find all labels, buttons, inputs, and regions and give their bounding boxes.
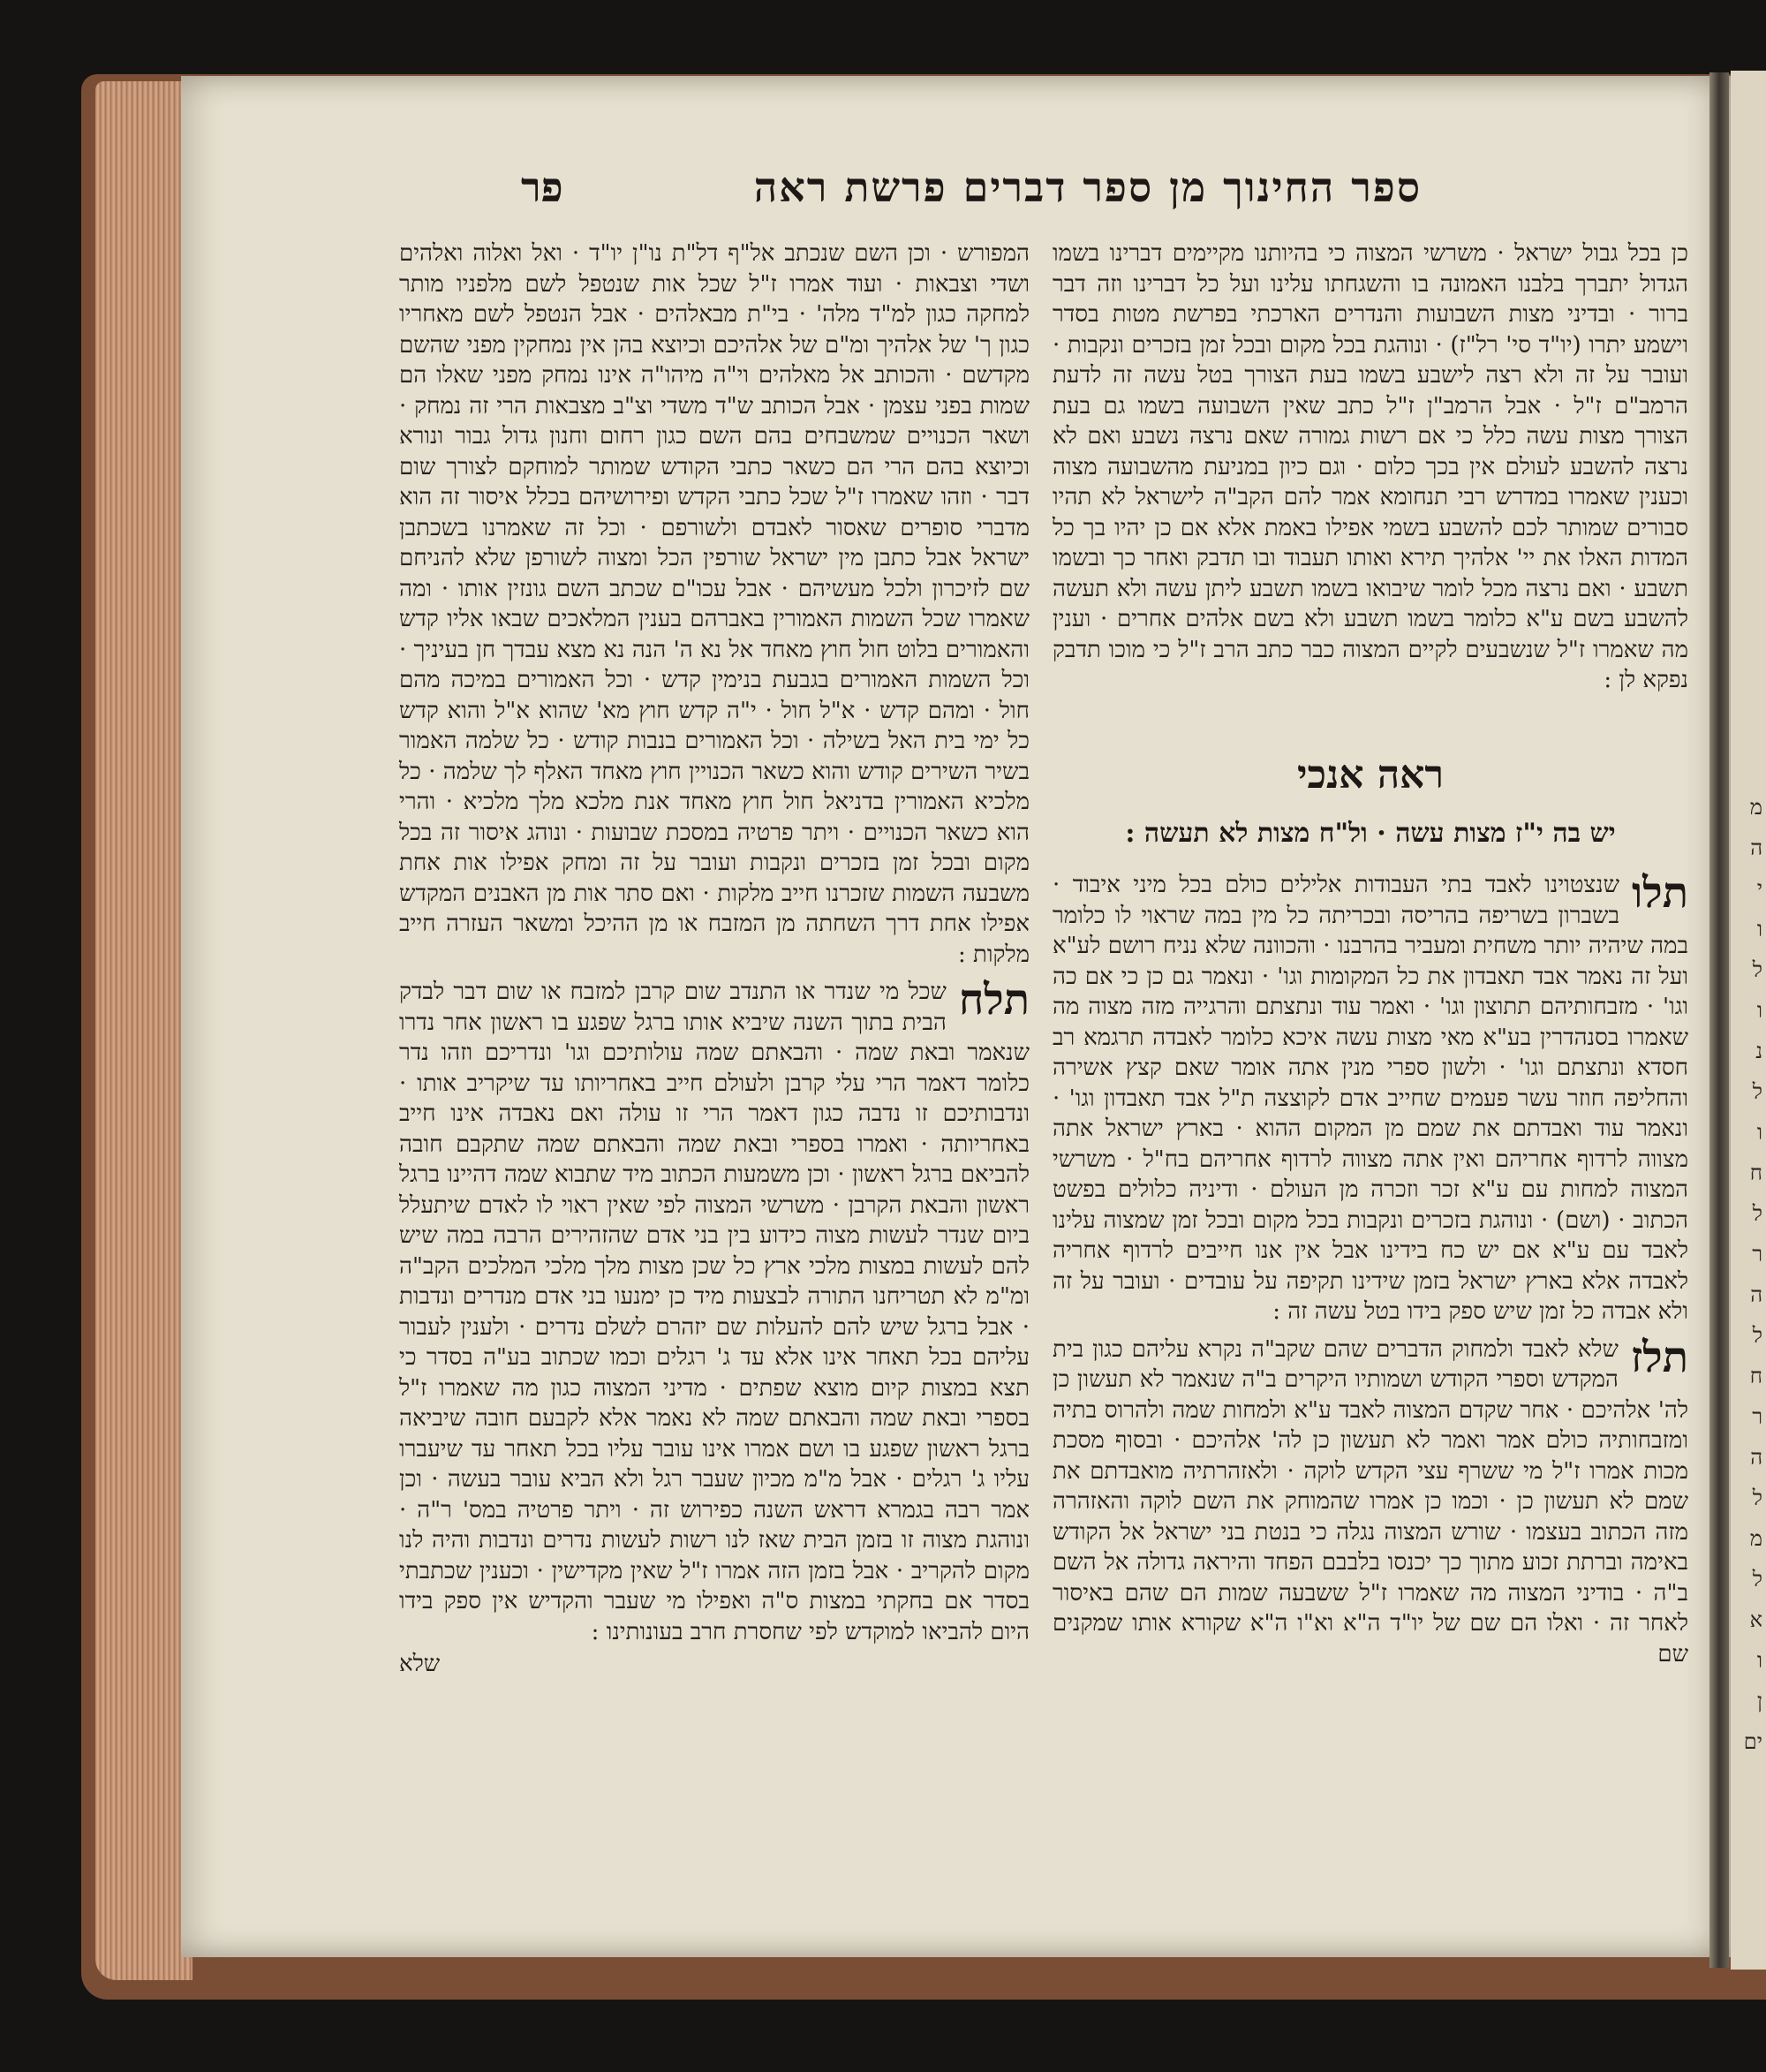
continuation-paragraph: המפורש · וכן השם שנכתב אל"ף דל"ת נו"ן יו"ד · ואל ואלוה ואלהים ושדי וצבאות · ועוד אמרו ז"ל שכל אות שנטפל לשם מלפניו מותר למחקה כגון למ"ד מלה' · בי"ת מבאלהים · אבל הנטפל לשם מאחריו כגון ך' של אלהיך ומ"ם של אלהיכם וכיוצא בהן אין נמחקין מפני שהשם מקדשם · והכותב אל מאלהים וי"ה מיהו"ה אינו נמחק מפני שאלו הם שמות בפני עצמן · אבל הכותב ש"ד משדי וצ"ב מצבאות הרי זה נמחק · ושאר הכנויים שמשבחים בהם השם כגון רחום וחנון גדול גבור ונורא וכיוצא בהם הרי הם כשאר כתבי הקודש שמותר למוחקם לצורך שום דבר · וזהו שאמרו ז"ל שכל כתבי הקדש ופירושיהם בכלל איסור זה הוא מדברי סופרים שאסור לאבדם ולשורפם · וכל זה שאמרנו בשכתבן ישראל אבל כתבן מין ישראל שורפין הכל ומצוה לשורפן שלא להניחם שם לזיכרון ולכל מעשיהם · אבל עכו"ם שכתב השם גונזין אותו · ומה שאמרו שכל השמות האמורין באברהם בענין המלאכים שבאו אליו קדש והאמורים בלוט חול חוץ מאחד אל נא ה' הנה נא מצא עבדך חן בעיניך · וכל השמות האמורים בגבעת בנימין קדש · וכל האמורים במיכה מהם חול · ומהם קדש · א"ל חול · י"ה קדש חוץ מא' שהוא א"ל והוא קדש כל ימי בית האל בשילה · וכל האמורים בנבות קודש · כל שלמה האמור בשיר השירים קודש והוא כשאר הכנויין חוץ מאחד האלף לך שלמה · כל מלכיא האמורין בדניאל חול חוץ מאחד אנת מלכא מלך מלכיא · והרי הוא כשאר הכנויים · ויתר פרטיה במסכת שבועות · ונוהג איסור זה בכל מקום ובכל זמן בזכרים ונקבות ועובר על זה ומחק אפילו אות אחת משבעה השמות שזכרנו חייב מלקות · ואם סתר אות מן האבנים המקדש אפילו אחת דרך השחתה מן המזבח או מן ההיכל ומשאר העזרה חייב מלקות : (399, 240, 1030, 968)
adjacent-page-fragment: ר (1752, 1404, 1762, 1429)
adjacent-page-fragment: י (1756, 876, 1762, 901)
page-edges (95, 81, 192, 1980)
adjacent-page-fragment: מ (1749, 1526, 1762, 1551)
adjacent-page-fragment: ו (1756, 1120, 1762, 1145)
adjacent-page-fragment: ו (1756, 998, 1762, 1023)
adjacent-page-fragment: ח (1749, 1161, 1762, 1185)
adjacent-page-fragment: א (1749, 1607, 1762, 1632)
adjacent-page-fragment: ל (1752, 1079, 1762, 1104)
section-summary: יש בה י"ז מצות עשה · ול"ח מצות לא תעשה : (1125, 818, 1616, 849)
mitzvah-text: שלא לאבד ולמחוק הדברים שהם שקב"ה נקרא עליהם כגון בית המקדש וספרי הקודש ושמותיו היקרים ב"ה שנאמר לא תעשון כן לה' אלהיכם · אחר שקדם המצוה לאבד ע"א ולמחות שמה ולהרוס בתיה ומזבחותיה כולם אמר ואמר לא תעשון כן לה' אלהיכם · ובסוף מסכת מכות אמרו ז"ל מי ששרף עצי הקדש לוקה · ולאזהרתיה מואבדתם את שמם לא תעשון כן · וכמו כן אמרו שהמוחק את השם לוקה והאזהרה מזה הכתוב בעצמו · שורש המצוה נגלה כי בנטת בני ישראל אל הקודש באימה וברתת זכוע מתוך כך יכנסו בלבבם הפחד והיראה גדולה אל השם ב"ה · בודיני המצוה מה שאמרו ז"ל ששבעה שמות הם שהם באיסור לאחר זה · ואלו הם שם של יו"ד ה"א וא"ו ה"א שקורא אותו שמקנים שם (1053, 1335, 1688, 1667)
adjacent-page-fragment: ר (1752, 1242, 1762, 1267)
adjacent-page-fragment: ל (1752, 1486, 1762, 1510)
mitzvah-number: תלח (958, 975, 1030, 1025)
adjacent-page-fragment: ן (1756, 1689, 1762, 1713)
mitzvah-number: תלז (1630, 1332, 1688, 1382)
adjacent-page-fragment: ו (1756, 1648, 1762, 1673)
page-header (389, 163, 1422, 216)
adjacent-page-fragment: ל (1752, 1323, 1762, 1348)
adjacent-page-fragment: ל (1752, 957, 1762, 982)
adjacent-page-fragment: נ (1755, 1039, 1762, 1063)
mitzvah-text: שנצטוינו לאבד בתי העבודות אלילים כולם בכל מיני איבוד · בשברון בשריפה בהריסה ובכריתה כל מין במה שראוי לו כלומר במה שיהיה יותר משחית ומעביר בהרבנו · והכוונה שלא נניח רושם לע"א ועל זה נאמר אבד תאבדון את כל המקומות וגו' · ונאמר גם כן כי אם כה וגו' · מזבחותיהם תתוצון וגו' · ואמר עוד ונתצתם והרגייה מזה מצוה מה שאמרו בסנהדרין בע"א מאי מצות עשה איכא כלומר לאבדה תרגמא רב חסדא ונתצתם וגו' · ולשון ספרי מנין אתה אומר שאם קצץ אשירה והחליפה חוזר עשר פעמים שחייב אדם לקוצצה ת"ל אבד תאבדון וגו' · ונאמר עוד ואבדתם את שמם מן המקום ההוא · בארץ ישראל אתה מצווה לרדוף אחריהם ואין אתה מצווה לרדוף אחריהם בח"ל · משרשי המצוה למחות עם ע"א זכר וזכרה מן העולם · ודיניה כלולים בפשט הכתוב · (ושם) · ונוהגת בזכרים ונקבות בכל מקום ובכל זמן שמצוה עלינו לאבד עם ע"א אם יש כח בידינו אבל אין אנו חייבים לרדוף אחריה לאבדה אלא בארץ ישראל בזמן שידינו תקיפה על עובדים · ועובר על זה ולא אבדה כל זמן שיש ספק בידו בטל עשה זה : (1053, 872, 1688, 1325)
adjacent-page-fragment: ל (1752, 1567, 1762, 1592)
adjacent-page (1731, 71, 1766, 1970)
left-column (399, 238, 1030, 1680)
adjacent-page-fragment: ו (1756, 917, 1762, 941)
mitzvah-number: תלו (1631, 868, 1688, 918)
adjacent-page-fragment: ח (1749, 1364, 1762, 1388)
folio-number: פר (521, 163, 563, 211)
adjacent-page-fragment: ה (1750, 836, 1762, 860)
section-title: ראה אנכי (1296, 752, 1445, 798)
running-title: ספר החינוך מן ספר דברים פרשת ראה (753, 163, 1422, 211)
mitzvah-block (1053, 1332, 1688, 1670)
adjacent-page-fragment: ל (1752, 1201, 1762, 1226)
adjacent-page-fragment: ים (1743, 1729, 1762, 1754)
right-column (1053, 238, 1688, 696)
mitzvah-block (399, 977, 1030, 1647)
book-gutter (1709, 72, 1729, 1968)
adjacent-page-fragment: ה (1750, 1282, 1762, 1307)
adjacent-page-fragment: ה (1750, 1445, 1762, 1470)
mitzvah-text: שכל מי שנדר או התנדב שום קרבן למזבח או שום דבר לבדק הבית בתוך השנה שיביא אותו ברגל שפגע בו ראשון אחר נדרו שנאמר ובאת שמה · והבאתם שמה עולותיכם וגו' ונדריכם וזהו נדר כלומר דאמר הרי עלי קרבן ולעולם חייב באחריותו עד שיקריב אותו · ונדבותיכם זו נדבה כגון דאמר הרי זו עולה ואם נאבדה אינו חייב באחריותה · ואמרו בספרי ובאת שמה והבאתם שמה שתקבם חובה להביאם ברגל ראשון · וכן משמעות הכתוב מיד שתבוא שמה דהיינו ברגל ראשון והבאת הקרבן · משרשי המצוה לפי שאין ראוי לו לאדם שיתעלל ביום שנדר לעשות מצוה כידוע בין בני אדם שהזהירים הרבה במה שיש להם לעשות במצות מלכי ארץ כל שכן מצות מלך מלכי המלכים הקב"ה ומ"מ לא תטריחנו התורה לבצעות מיד כן ימנעו בני אדם מנדרים ונדבות · אבל ברגל שיש להם להעלות שם יזהרם לשלם נדרים · ולענין לעבור עליהם בכל תאחר אינו אלא עד ג' רגלים וכמו שכתוב בע"ה בסדר כי תצא במצות קיום מוצא שפתים · מדיני המצוה כגון מה שאמרו ז"ל בספרי ובאת שמה והבאתם שמה לא נאמר אלא לקבעם חובה שיביאה ברגל ראשון שפגע בו ושם אמרו אינו עובר עליו בכל תאחר עד שיעברו עליו ג' רגלים · אבל מ"מ מכיון שעבר רגל ולא הביא עובר בעשה · וכן אמר רבה בגמרא דראש השנה כפירוש זה · ויתר פרטיה במס' ר"ה · ונוהגת מצוה זו בזמן הבית שאז לנו רשות לעשות נדרים ונדבות והיה לנו מקום להקריב · אבל בזמן הזה אמרו ז"ל שאין מקדישין · וכענין שכתבתי בסדר אם בחקתי במצות ס"ה ואפילו מי שעבר והקדיש אין ספק בידו היום להביאו למוקדש לפי שחסרת חרב בעונותינו : (399, 979, 1030, 1645)
adjacent-page-fragment: מ (1749, 795, 1762, 820)
catchword: שלא (399, 1651, 441, 1677)
opening-paragraph: כן בכל גבול ישראל · משרשי המצוה כי בהיותנו מקיימים דברינו בשמו הגדול יתברך בלבנו האמונה בו והשגחתו עלינו ועל כל דברינו וזה דבר ברור · ובדיני מצות השבועות והנדרים הארכתי בפרשת מטות בסדר וישמע יתרו (יו"ד סי' רל"ז) · ונוהגת בכל מקום ובכל זמן בזכרים ונקבות · ועובר על זה ולא רצה לישבע בשמו בעת הצורך בטל עשה זה לדעת הרמב"ם ז"ל · אבל הרמב"ן ז"ל כתב שאין השבועה בשמו גם בעת הצורך מצות עשה כלל כי אם רשות גמורה שאם נרצה נשבע ואם לא נרצה להשבע לעולם אין בכך כלום · וגם כיון במניעת מהשבועה מצוה וכענין שאמרו במדרש רבי תנחומא אמר להם הקב"ה לישראל לא תהיו סבורים שמותר לכם להשבע בשמי אפילו באמת אלא אם כן יהיו בך כל המדות האלו את יי' אלהיך תירא ואותו תעבוד ובו תדבק ואחר כך ובשמו תשבע · ואם נרצה מכל לומר שיבואו בשמו תשבע ליתן עשה ולא תעשה להשבע בשם ע"א כלומר בשמו תשבע ולא בשם אלהים אחרים · וענין מה שאמרו ז"ל שנשבעים לקיים המצוה כבר כתב הרב ז"ל כי מוכו תדבק נפקא לן : (1053, 240, 1688, 693)
right-column-mitzvot (1053, 870, 1688, 1669)
mitzvah-block (1053, 870, 1688, 1327)
